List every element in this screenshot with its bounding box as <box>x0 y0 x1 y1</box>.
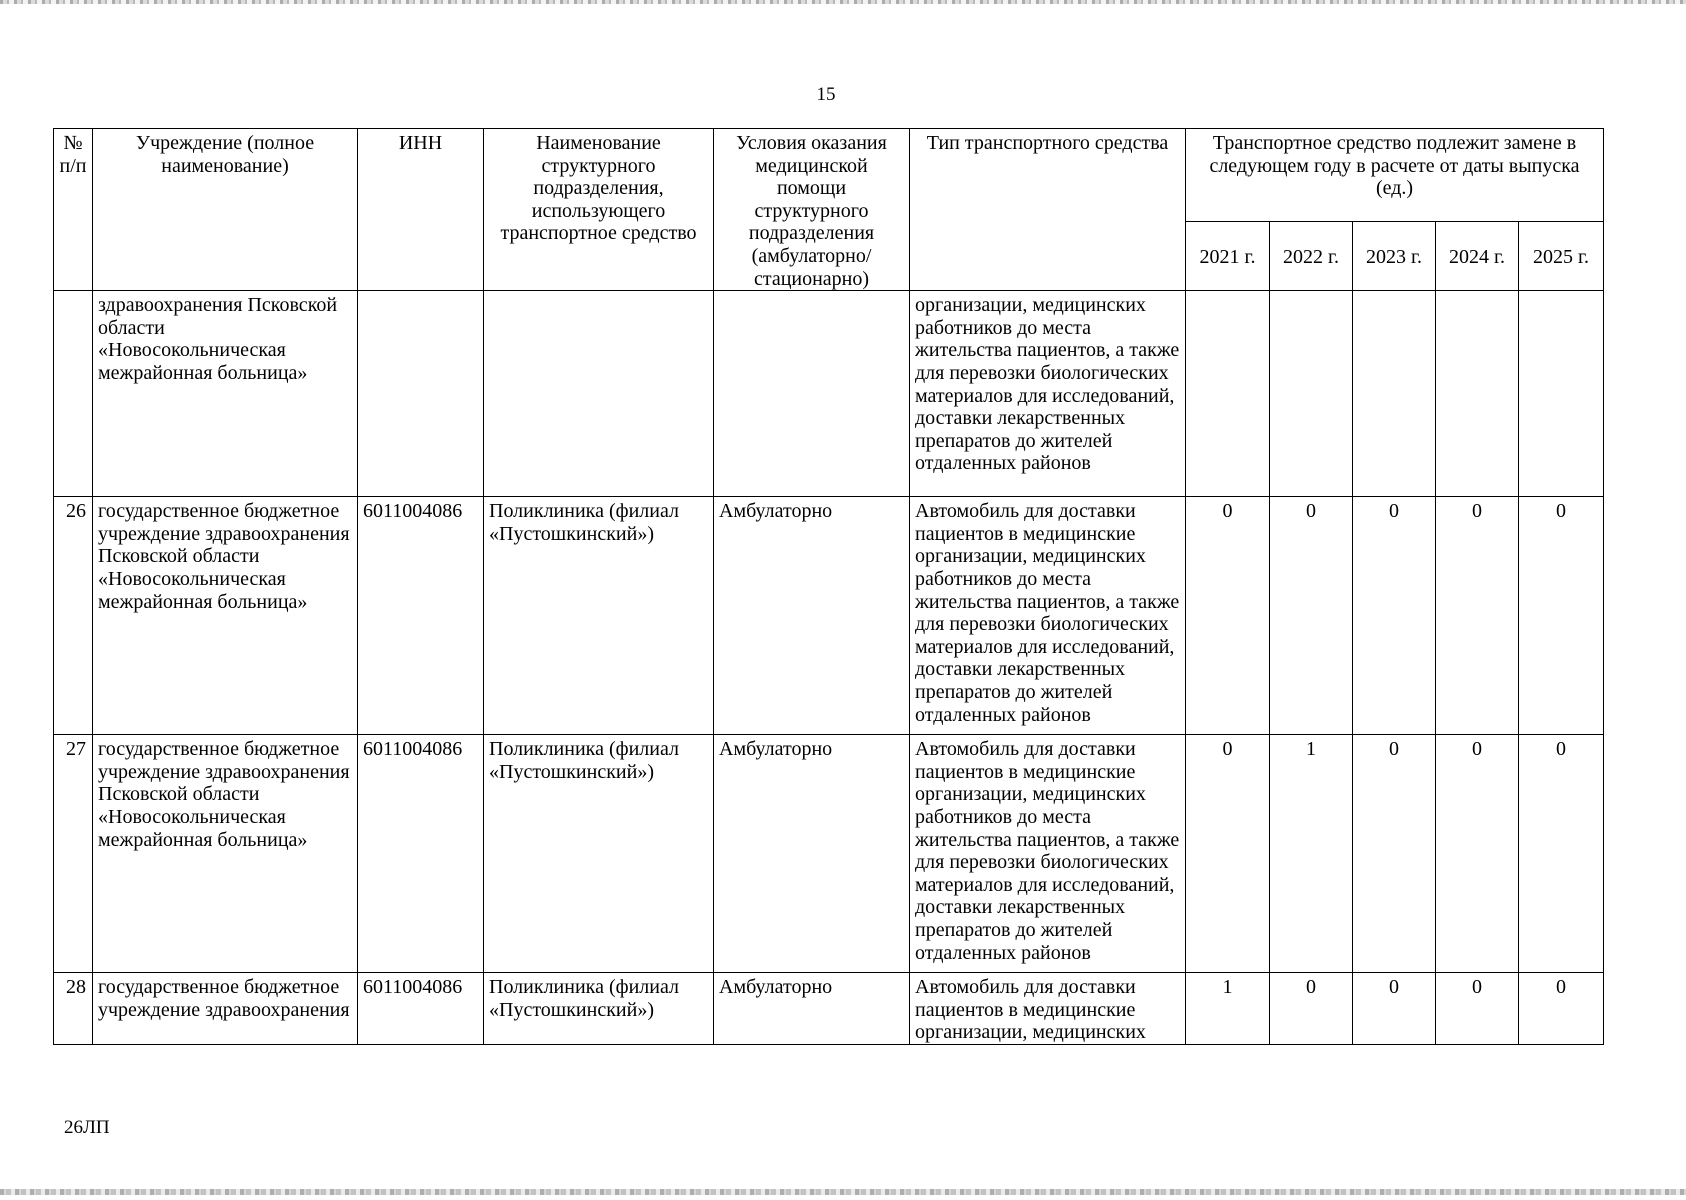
cell-year-2021: 0 <box>1186 497 1270 735</box>
cell-num: 26 <box>54 497 93 735</box>
header-year-2024: 2024 г. <box>1436 222 1519 291</box>
cell-inn: 6011004086 <box>358 497 484 735</box>
cell-year-2024: 0 <box>1436 973 1519 1045</box>
header-conditions: Условия оказания медицинской помощи структурного подразделения (амбулаторно/ стационарно) <box>714 129 910 291</box>
table-row <box>54 735 1604 973</box>
cell-year-2024: 0 <box>1436 497 1519 735</box>
header-replacement: Транспортное средство подлежит замене в следующем году в расчете от даты выпуска (ед.) <box>1186 129 1604 222</box>
cell-institution: государственное бюджетное учреждение здравоохранения <box>93 973 358 1045</box>
header-year-2022: 2022 г. <box>1270 222 1353 291</box>
cell-num: 28 <box>54 973 93 1045</box>
cell-year-2024 <box>1436 291 1519 497</box>
cell-year-2021: 0 <box>1186 735 1270 973</box>
cell-conditions: Амбулаторно <box>714 735 910 973</box>
cell-year-2023: 0 <box>1353 973 1436 1045</box>
cell-conditions: Амбулаторно <box>714 973 910 1045</box>
header-year-2021: 2021 г. <box>1186 222 1270 291</box>
header-year-2025: 2025 г. <box>1519 222 1604 291</box>
cell-subdivision <box>484 291 714 497</box>
cell-institution: государственное бюджетное учреждение здравоохранения Псковской области «Новосокольническая межрайонная больница» <box>93 735 358 973</box>
cell-inn: 6011004086 <box>358 973 484 1045</box>
cell-year-2022: 0 <box>1270 497 1353 735</box>
cell-year-2025: 0 <box>1519 497 1604 735</box>
cell-subdivision: Поликлиника (филиал «Пустошкинский») <box>484 735 714 973</box>
table-row <box>54 973 1604 1045</box>
header-institution: Учреждение (полное наименование) <box>93 129 358 291</box>
header-subdivision: Наименование структурного подразделения, использующего транспортное средство <box>484 129 714 291</box>
scan-edge-top <box>0 0 1686 4</box>
cell-institution: здравоохранения Псковской области «Новосокольническая межрайонная больница» <box>93 291 358 497</box>
cell-year-2022 <box>1270 291 1353 497</box>
header-vehicle-type: Тип транспортного средства <box>910 129 1186 291</box>
vehicle-replacement-table <box>53 128 1604 1045</box>
cell-year-2022: 0 <box>1270 973 1353 1045</box>
cell-year-2021: 1 <box>1186 973 1270 1045</box>
cell-vehicle-type: Автомобиль для доставки пациентов в медицинские организации, медицинских работников до места жительства пациентов, а также для перевозки биологических материалов для исследований, доставки лекарственных препаратов до жителей отдаленных районов <box>910 497 1186 735</box>
cell-institution: государственное бюджетное учреждение здравоохранения Псковской области «Новосокольническая межрайонная больница» <box>93 497 358 735</box>
cell-num <box>54 291 93 497</box>
cell-inn <box>358 291 484 497</box>
page-number: 15 <box>816 84 836 105</box>
cell-year-2024: 0 <box>1436 735 1519 973</box>
cell-subdivision: Поликлиника (филиал «Пустошкинский») <box>484 497 714 735</box>
cell-num: 27 <box>54 735 93 973</box>
cell-year-2023 <box>1353 291 1436 497</box>
cell-vehicle-type: Автомобиль для доставки пациентов в медицинские организации, медицинских работников до места жительства пациентов, а также для перевозки биологических материалов для исследований, доставки лекарственных препаратов до жителей отдаленных районов <box>910 735 1186 973</box>
cell-year-2025: 0 <box>1519 973 1604 1045</box>
cell-subdivision: Поликлиника (филиал «Пустошкинский») <box>484 973 714 1045</box>
cell-year-2025 <box>1519 291 1604 497</box>
cell-conditions: Амбулаторно <box>714 497 910 735</box>
scan-edge-bottom <box>0 1189 1686 1195</box>
table-header-row <box>54 129 1604 222</box>
table-row <box>54 497 1604 735</box>
cell-year-2023: 0 <box>1353 735 1436 973</box>
cell-vehicle-type: Автомобиль для доставки пациентов в медицинские организации, медицинских <box>910 973 1186 1045</box>
header-num: № п/п <box>54 129 93 291</box>
header-inn: ИНН <box>358 129 484 291</box>
cell-inn: 6011004086 <box>358 735 484 973</box>
cell-year-2025: 0 <box>1519 735 1604 973</box>
cell-year-2023: 0 <box>1353 497 1436 735</box>
cell-conditions <box>714 291 910 497</box>
document-code: 26ЛП <box>64 1117 110 1138</box>
cell-year-2022: 1 <box>1270 735 1353 973</box>
header-year-2023: 2023 г. <box>1353 222 1436 291</box>
table-row <box>54 291 1604 497</box>
cell-year-2021 <box>1186 291 1270 497</box>
cell-vehicle-type: организации, медицинских работников до места жительства пациентов, а также для перевозки биологических материалов для исследований, доставки лекарственных препаратов до жителей отдаленных районов <box>910 291 1186 497</box>
